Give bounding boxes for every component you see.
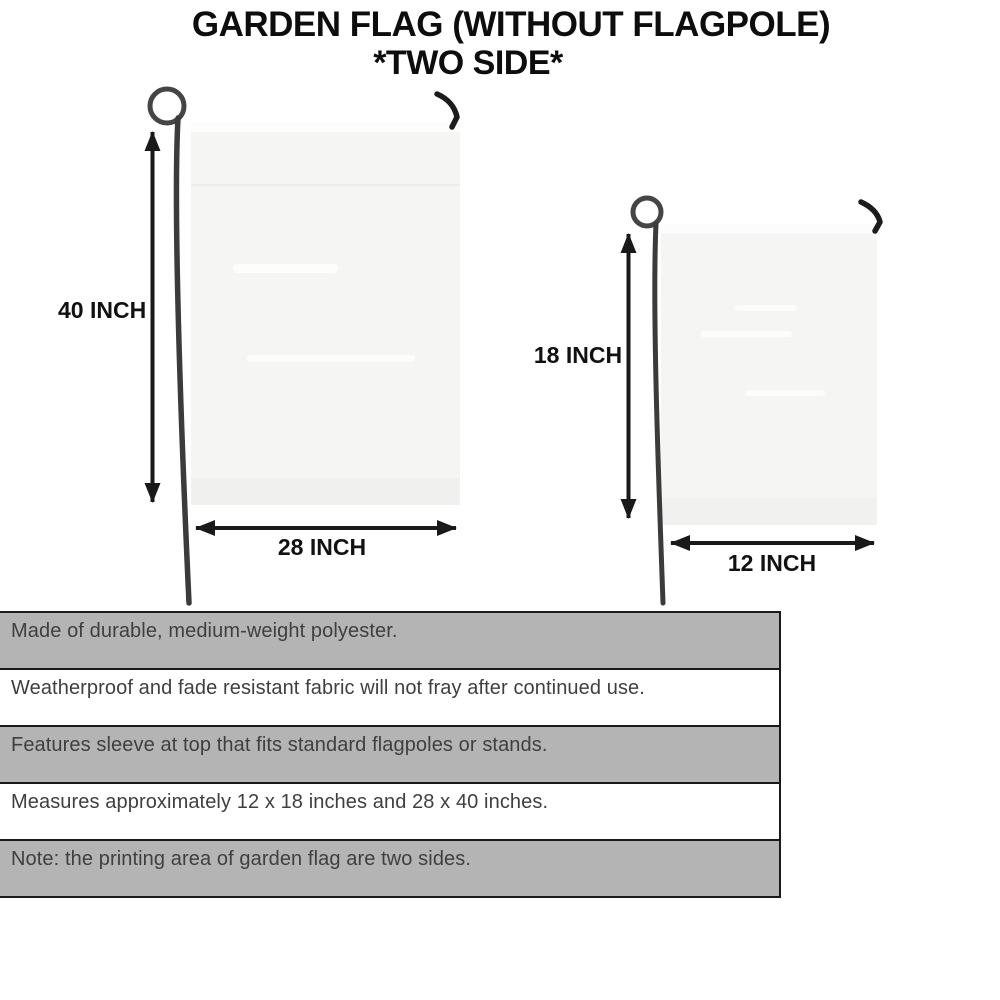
feature-row bbox=[0, 841, 779, 896]
page-title-line1: GARDEN FLAG (WITHOUT FLAGPOLE) bbox=[191, 5, 831, 44]
large-flag-bottom-shade bbox=[191, 478, 460, 505]
small-flag-bottom-shade bbox=[661, 498, 877, 525]
feature-text: Note: the printing area of garden flag are two sides. bbox=[11, 848, 472, 870]
feature-row bbox=[0, 784, 779, 841]
large-flag-sleeve-top bbox=[191, 122, 460, 132]
small-flag-fold-highlight bbox=[735, 305, 797, 311]
page-title-line2: *TWO SIDE* bbox=[373, 44, 563, 82]
feature-text: Weatherproof and fade resistant fabric will not fray after continued use. bbox=[11, 677, 645, 699]
feature-text: Features sleeve at top that fits standard flagpoles or stands. bbox=[11, 734, 548, 756]
large-flag-fold-highlight bbox=[233, 264, 338, 273]
large-flagpole bbox=[176, 118, 189, 603]
small-flag-width-label: 12 INCH bbox=[727, 550, 817, 576]
small-flag-fold-highlight bbox=[700, 331, 792, 337]
feature-row bbox=[0, 727, 779, 784]
small-flag-fold-highlight bbox=[745, 390, 825, 396]
small-flag-height-label: 18 INCH bbox=[533, 342, 623, 368]
small-flag-sleeve-top bbox=[661, 224, 877, 233]
large-flag-fold-highlight bbox=[247, 355, 415, 362]
feature-row bbox=[0, 670, 779, 727]
feature-row bbox=[0, 613, 779, 670]
large-flag-group bbox=[150, 89, 460, 603]
small-flag-group bbox=[629, 198, 881, 603]
large-flag-height-label: 40 INCH bbox=[58, 297, 147, 323]
large-flag-fabric bbox=[191, 122, 460, 505]
small-flag-fabric bbox=[661, 224, 877, 525]
feature-text: Measures approximately 12 x 18 inches and 28 x 40 inches. bbox=[11, 791, 549, 813]
feature-text: Made of durable, medium-weight polyester. bbox=[11, 620, 398, 642]
large-flag-width-label: 28 INCH bbox=[277, 534, 367, 560]
feature-table bbox=[0, 611, 781, 898]
